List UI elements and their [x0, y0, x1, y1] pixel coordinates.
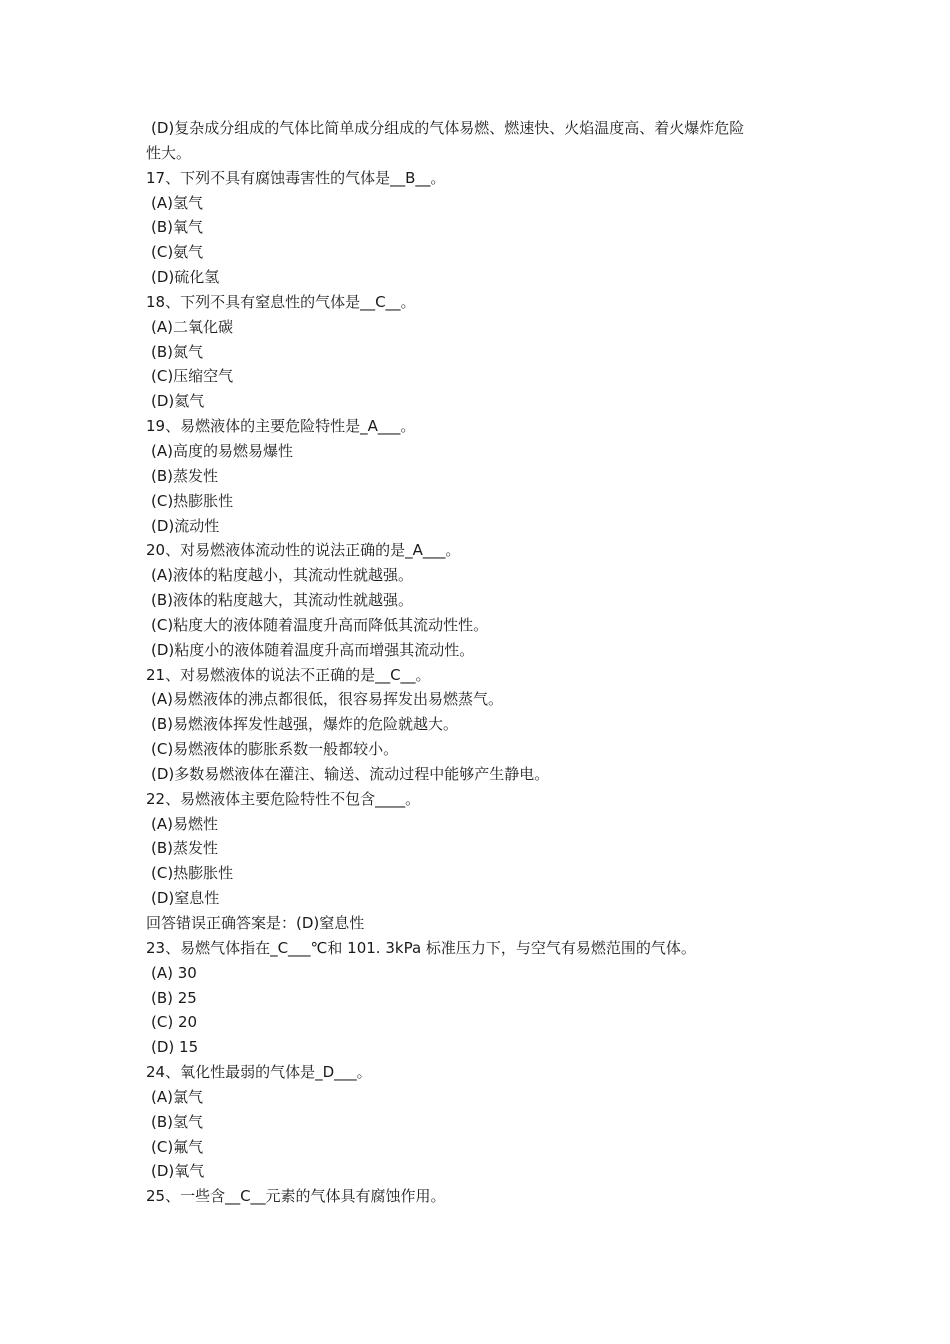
option-line: (D) 15 [151, 1038, 199, 1057]
option-line: (A)液体的粘度越小，其流动性就越强。 [151, 566, 413, 585]
option-line: (C)压缩空气 [151, 367, 234, 386]
option-line: (A)易燃性 [151, 814, 218, 833]
option-line: (A)二氧化碳 [151, 317, 233, 336]
question-17: 17、下列不具有腐蚀毒害性的气体是__B__。 [146, 168, 446, 187]
option-line: (B)蒸发性 [151, 466, 218, 485]
question-24: 24、氧化性最弱的气体是_D___。 [146, 1063, 372, 1082]
option-line: (D)窒息性 [151, 889, 220, 908]
option-line: (B)氮气 [151, 342, 203, 361]
option-line: (C)氟气 [151, 1137, 204, 1156]
answer-feedback: 回答错误正确答案是：(D)窒息性 [146, 914, 365, 932]
option-line: (D)氦气 [151, 392, 205, 411]
question-19: 19、易燃液体的主要危险特性是_A___。 [146, 417, 416, 436]
option-line: (D)硫化氢 [151, 268, 220, 287]
option-line: (D)多数易燃液体在灌注、输送、流动过程中能够产生静电。 [151, 764, 550, 783]
option-line: (A) 30 [151, 963, 197, 982]
option-line: (B)易燃液体挥发性越强，爆炸的危险就越大。 [151, 715, 458, 734]
continuation-line: 性大。 [146, 143, 192, 162]
question-22: 22、易燃液体主要危险特性不包含____。 [146, 789, 421, 808]
option-line: (B) 25 [151, 988, 197, 1007]
option-line: (C) 20 [151, 1013, 198, 1032]
question-18: 18、下列不具有窒息性的气体是__C__。 [146, 292, 416, 311]
option-line: (C)氨气 [151, 243, 204, 262]
option-line: (D)粘度小的液体随着温度升高而增强其流动性。 [151, 640, 475, 659]
option-line: (B)蒸发性 [151, 839, 218, 858]
question-23: 23、易燃气体指在_C___℃和 101. 3kPa 标准压力下，与空气有易燃范围的气体。 [146, 938, 696, 957]
option-line: (B)液体的粘度越大，其流动性就越强。 [151, 591, 413, 610]
option-line: (C)热膨胀性 [151, 491, 234, 510]
question-25: 25、一些含__C__元素的气体具有腐蚀作用。 [146, 1187, 446, 1206]
option-line: (C)易燃液体的膨胀系数一般都较小。 [151, 740, 399, 759]
option-line: (D)复杂成分组成的气体比简单成分组成的气体易燃、燃速快、火焰温度高、着火爆炸危险 [151, 119, 745, 137]
document-page [146, 116, 826, 1209]
option-line: (B)氧气 [151, 218, 203, 237]
option-line: (C)热膨胀性 [151, 864, 234, 883]
option-line: (D)氧气 [151, 1162, 205, 1181]
option-line: (A)氢气 [151, 193, 203, 212]
option-line: (C)粘度大的液体随着温度升高而降低其流动性性。 [151, 615, 489, 634]
option-line: (A)易燃液体的沸点都很低，很容易挥发出易燃蒸气。 [151, 690, 503, 709]
question-20: 20、对易燃液体流动性的说法正确的是_A___。 [146, 541, 461, 560]
question-21: 21、对易燃液体的说法不正确的是__C__。 [146, 665, 431, 684]
option-line: (A)氯气 [151, 1087, 203, 1106]
option-line: (D)流动性 [151, 516, 220, 535]
option-line: (B)氢气 [151, 1112, 203, 1131]
option-line: (A)高度的易燃易爆性 [151, 441, 293, 460]
